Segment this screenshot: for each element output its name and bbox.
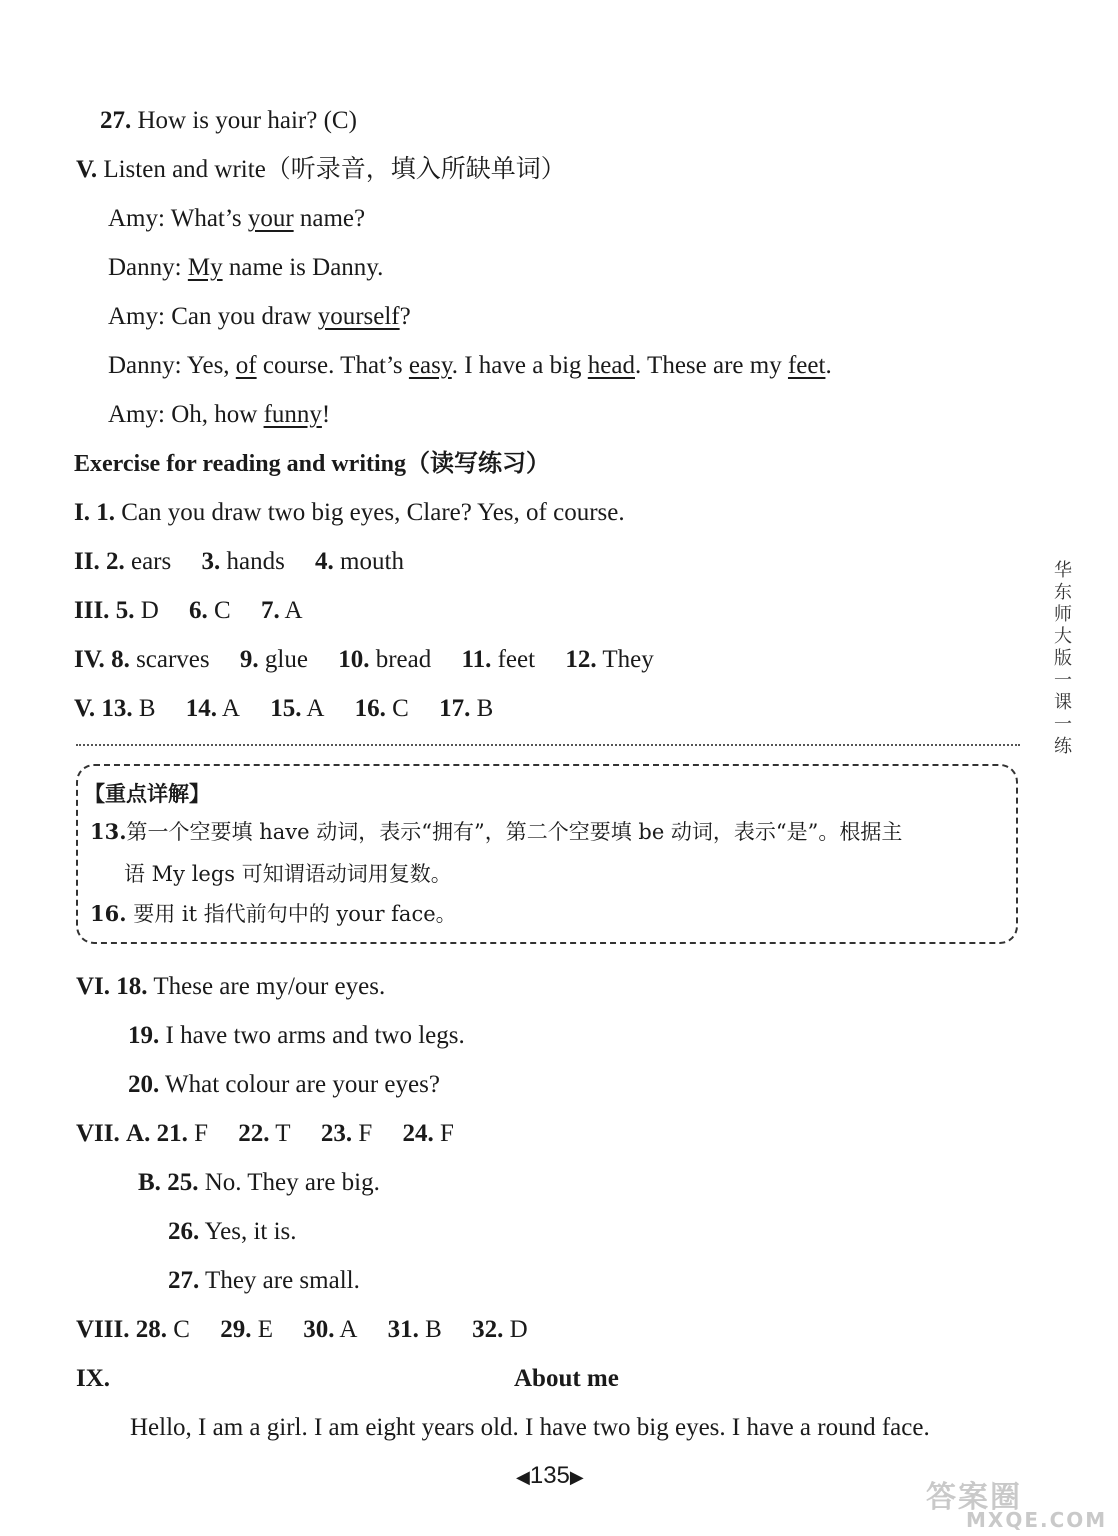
answer-funny: funny	[263, 401, 322, 428]
answer-of: of	[235, 352, 257, 379]
section-vii-b-27: 27. They are small.	[168, 1267, 360, 1294]
reading-section-v: V. 13. B 14. A 15. A 16. C 17. B	[74, 695, 494, 722]
section-vi-20: 20. What colour are your eyes?	[128, 1071, 440, 1098]
dialogue-line-4: Danny: Yes, of course. That’s easy. I have a big head. These are my feet.	[108, 352, 832, 379]
section-vi-19: 19. I have two arms and two legs.	[128, 1022, 465, 1049]
section-vii-b-25: B. 25. No. They are big.	[138, 1169, 380, 1196]
reading-section-ii: II. 2. ears 3. hands 4. mouth	[74, 548, 404, 575]
note-13-line-1: 13.第一个空要填 have 动词，表示“拥有”，第二个空要填 be 动词，表示“是”。根据主	[90, 819, 903, 844]
answer-head: head	[587, 352, 635, 379]
key-points-title: 【重点详解】	[84, 781, 210, 806]
section-v-heading: V. Listen and write（听录音，填入所缺单词）	[76, 156, 566, 183]
page-number: ◀135▶	[516, 1462, 584, 1489]
section-divider	[76, 744, 1020, 746]
dialogue-line-3: Amy: Can you draw yourself?	[108, 303, 411, 330]
note-16: 16. 要用 it 指代前句中的 your face。	[90, 901, 457, 926]
reading-section-iv: IV. 8. scarves 9. glue 10. bread 11. feet 12. They	[74, 646, 654, 673]
triangle-right-icon: ▶	[569, 1467, 584, 1487]
watermark-url: MXQE.COM	[966, 1508, 1108, 1532]
answer-your: your	[247, 205, 294, 232]
section-ix-text: Hello, I am a girl. I am eight years old. I have two big eyes. I have a round face.	[130, 1414, 930, 1441]
answer-feet: feet	[787, 352, 826, 379]
watermark-logo: 答案圈	[926, 1480, 1022, 1515]
section-ix-title: About me	[514, 1365, 619, 1392]
side-book-label: 华东师大版一课一练	[1054, 560, 1072, 757]
section-vii-a: VII. A. 21. F 22. T 23. F 24. F	[76, 1120, 454, 1147]
note-13-line-2: 语 My legs 可知谓语动词用复数。	[124, 862, 452, 886]
reading-section-i: I. 1. Can you draw two big eyes, Clare? Yes, of course.	[74, 499, 625, 526]
dialogue-line-5: Amy: Oh, how funny!	[108, 401, 331, 428]
dialogue-line-2: Danny: My name is Danny.	[108, 254, 384, 281]
answer-my: My	[187, 254, 223, 281]
answer-yourself: yourself	[317, 303, 400, 330]
reading-writing-heading: Exercise for reading and writing（读写练习）	[74, 451, 550, 477]
q27-line: 27. How is your hair? (C)	[100, 107, 357, 134]
section-vi-18: VI. 18. These are my/our eyes.	[76, 973, 386, 1000]
section-ix-roman: IX.	[76, 1365, 111, 1392]
section-vii-b-26: 26. Yes, it is.	[168, 1218, 297, 1245]
reading-section-iii: III. 5. D 6. C 7. A	[74, 597, 303, 624]
dialogue-line-1: Amy: What’s your name?	[108, 205, 366, 232]
triangle-left-icon: ◀	[516, 1467, 530, 1487]
section-viii: VIII. 28. C 29. E 30. A 31. B 32. D	[76, 1316, 528, 1343]
answer-easy: easy	[408, 352, 452, 379]
